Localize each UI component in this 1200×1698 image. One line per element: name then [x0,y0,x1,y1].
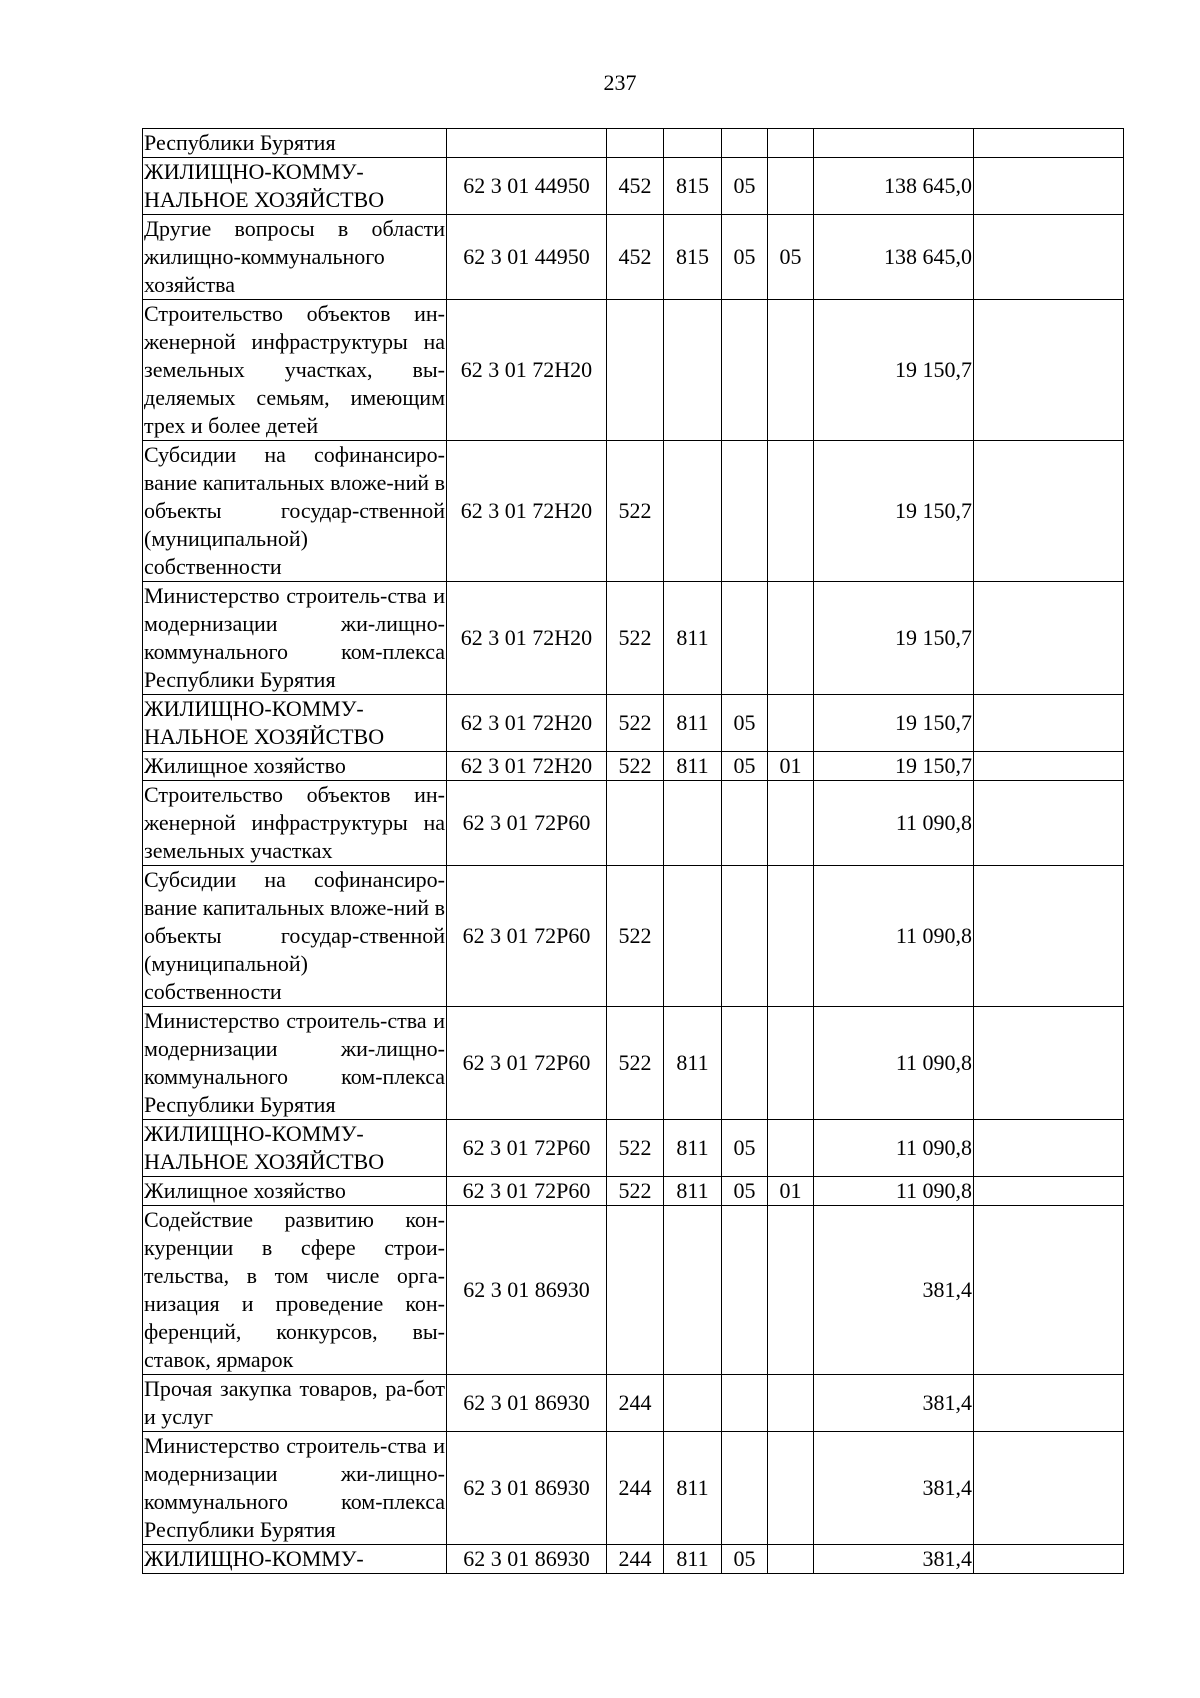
row-c6 [768,1432,814,1545]
row-c4 [664,781,722,866]
table-row [143,1177,1124,1206]
row-c6 [768,300,814,441]
table-row [143,752,1124,781]
row-amount: 19 150,7 [814,300,974,441]
row-c5 [722,1206,768,1375]
row-c6 [768,695,814,752]
row-c5: 05 [722,1120,768,1177]
row-amount: 138 645,0 [814,158,974,215]
row-name: Министерство строитель-ства и модернизации жи-лищно-коммунального ком-плекса Республики Бурятия [143,582,447,695]
row-c6 [768,1120,814,1177]
row-c5: 05 [722,158,768,215]
row-last [974,1206,1124,1375]
row-code: 62 3 01 44950 [447,215,607,300]
row-c3: 452 [607,158,664,215]
row-c6 [768,866,814,1007]
row-amount: 138 645,0 [814,215,974,300]
row-c6 [768,582,814,695]
row-code: 62 3 01 86930 [447,1206,607,1375]
row-code: 62 3 01 72Р60 [447,1120,607,1177]
row-amount [814,129,974,158]
row-name: Строительство объектов ин-женерной инфраструктуры на земельных участках, вы-деляемых семьям, имеющим трех и более детей [143,300,447,441]
row-name: Жилищное хозяйство [143,752,447,781]
row-amount: 19 150,7 [814,695,974,752]
table-row [143,866,1124,1007]
row-last [974,781,1124,866]
table-body [143,129,1124,1574]
row-c4 [664,300,722,441]
row-last [974,215,1124,300]
table-row [143,129,1124,158]
row-name: Министерство строитель-ства и модернизации жи-лищно-коммунального ком-плекса Республики Бурятия [143,1007,447,1120]
row-c3: 522 [607,1177,664,1206]
row-c4 [664,866,722,1007]
row-c3: 522 [607,752,664,781]
row-last [974,441,1124,582]
row-c4: 811 [664,695,722,752]
row-c3: 522 [607,1007,664,1120]
row-amount: 19 150,7 [814,582,974,695]
row-amount: 11 090,8 [814,1007,974,1120]
row-name: ЖИЛИЩНО-КОММУ- НАЛЬНОЕ ХОЗЯЙСТВО [143,695,447,752]
row-name: Субсидии на софинансиро-вание капитальных вложе-ний в объекты государ-ственной (муниципальной) собственности [143,441,447,582]
row-c4: 811 [664,582,722,695]
row-name: Другие вопросы в области жилищно-коммунального хозяйства [143,215,447,300]
row-c4 [664,441,722,582]
row-c3 [607,781,664,866]
row-c4: 811 [664,1007,722,1120]
row-c5: 05 [722,215,768,300]
table-row [143,1120,1124,1177]
row-code: 62 3 01 86930 [447,1545,607,1574]
row-amount: 11 090,8 [814,1120,974,1177]
table-row [143,1206,1124,1375]
row-c6: 01 [768,1177,814,1206]
row-c4: 811 [664,752,722,781]
row-amount: 19 150,7 [814,441,974,582]
row-c3: 244 [607,1545,664,1574]
row-name: ЖИЛИЩНО-КОММУ- НАЛЬНОЕ ХОЗЯЙСТВО [143,158,447,215]
row-c6 [768,441,814,582]
row-last [974,129,1124,158]
row-c5 [722,1007,768,1120]
row-c5 [722,866,768,1007]
row-c6: 05 [768,215,814,300]
row-c4: 811 [664,1545,722,1574]
row-name: Субсидии на софинансиро-вание капитальных вложе-ний в объекты государ-ственной (муниципальной) собственности [143,866,447,1007]
row-name: Строительство объектов ин-женерной инфраструктуры на земельных участках [143,781,447,866]
row-amount: 381,4 [814,1432,974,1545]
table-row [143,1007,1124,1120]
row-code [447,129,607,158]
row-c3: 244 [607,1375,664,1432]
row-c3: 244 [607,1432,664,1545]
row-amount: 11 090,8 [814,1177,974,1206]
row-c5: 05 [722,1545,768,1574]
row-c5 [722,1375,768,1432]
row-last [974,582,1124,695]
row-c6 [768,781,814,866]
row-c6 [768,1545,814,1574]
row-c3 [607,1206,664,1375]
row-c5 [722,582,768,695]
row-c3: 522 [607,582,664,695]
row-amount: 11 090,8 [814,781,974,866]
row-code: 62 3 01 72Н20 [447,300,607,441]
row-code: 62 3 01 72Р60 [447,1007,607,1120]
row-code: 62 3 01 72Н20 [447,441,607,582]
budget-table [142,128,1124,1574]
table-row [143,781,1124,866]
row-code: 62 3 01 72Н20 [447,752,607,781]
row-last [974,1120,1124,1177]
row-code: 62 3 01 86930 [447,1432,607,1545]
row-last [974,158,1124,215]
row-c4: 815 [664,158,722,215]
row-amount: 11 090,8 [814,866,974,1007]
table-row [143,1432,1124,1545]
row-c4 [664,129,722,158]
table-row [143,300,1124,441]
row-c5: 05 [722,1177,768,1206]
row-code: 62 3 01 72Н20 [447,695,607,752]
table-row [143,441,1124,582]
row-last [974,300,1124,441]
table-row [143,1375,1124,1432]
row-amount: 381,4 [814,1206,974,1375]
row-name: Министерство строитель-ства и модернизации жи-лищно-коммунального ком-плекса Республики Бурятия [143,1432,447,1545]
table-row [143,215,1124,300]
row-c3: 522 [607,866,664,1007]
row-last [974,1545,1124,1574]
row-name: ЖИЛИЩНО-КОММУ- [143,1545,447,1574]
row-c5 [722,1432,768,1545]
row-c4 [664,1375,722,1432]
row-c4: 815 [664,215,722,300]
row-c3 [607,129,664,158]
table-row [143,695,1124,752]
row-c5 [722,441,768,582]
row-last [974,1432,1124,1545]
table-row [143,582,1124,695]
row-c6: 01 [768,752,814,781]
row-last [974,1177,1124,1206]
row-c6 [768,1375,814,1432]
row-last [974,752,1124,781]
row-c3: 452 [607,215,664,300]
row-code: 62 3 01 86930 [447,1375,607,1432]
row-c6 [768,129,814,158]
row-code: 62 3 01 72Р60 [447,1177,607,1206]
row-c3 [607,300,664,441]
table-row [143,158,1124,215]
row-amount: 381,4 [814,1375,974,1432]
row-c5: 05 [722,695,768,752]
row-c6 [768,1007,814,1120]
row-c4: 811 [664,1120,722,1177]
row-c5 [722,781,768,866]
row-name: Жилищное хозяйство [143,1177,447,1206]
table-row [143,1545,1124,1574]
row-c4: 811 [664,1177,722,1206]
row-c3: 522 [607,1120,664,1177]
row-code: 62 3 01 72Р60 [447,866,607,1007]
row-code: 62 3 01 44950 [447,158,607,215]
row-amount: 19 150,7 [814,752,974,781]
row-name: Республики Бурятия [143,129,447,158]
row-last [974,695,1124,752]
row-name: Содействие развитию кон-куренции в сфере строи-тельства, в том числе орга-низация и проведение кон-ференций, конкурсов, вы-ставок, ярмарок [143,1206,447,1375]
page-number: 237 [603,70,637,95]
row-c6 [768,1206,814,1375]
row-last [974,1007,1124,1120]
row-c5: 05 [722,752,768,781]
row-c5 [722,129,768,158]
row-code: 62 3 01 72Р60 [447,781,607,866]
row-c3: 522 [607,441,664,582]
row-c5 [722,300,768,441]
row-amount: 381,4 [814,1545,974,1574]
row-c6 [768,158,814,215]
row-last [974,1375,1124,1432]
row-last [974,866,1124,1007]
row-c4 [664,1206,722,1375]
row-c4: 811 [664,1432,722,1545]
row-c3: 522 [607,695,664,752]
row-code: 62 3 01 72Н20 [447,582,607,695]
row-name: Прочая закупка товаров, ра-бот и услуг [143,1375,447,1432]
row-name: ЖИЛИЩНО-КОММУ- НАЛЬНОЕ ХОЗЯЙСТВО [143,1120,447,1177]
